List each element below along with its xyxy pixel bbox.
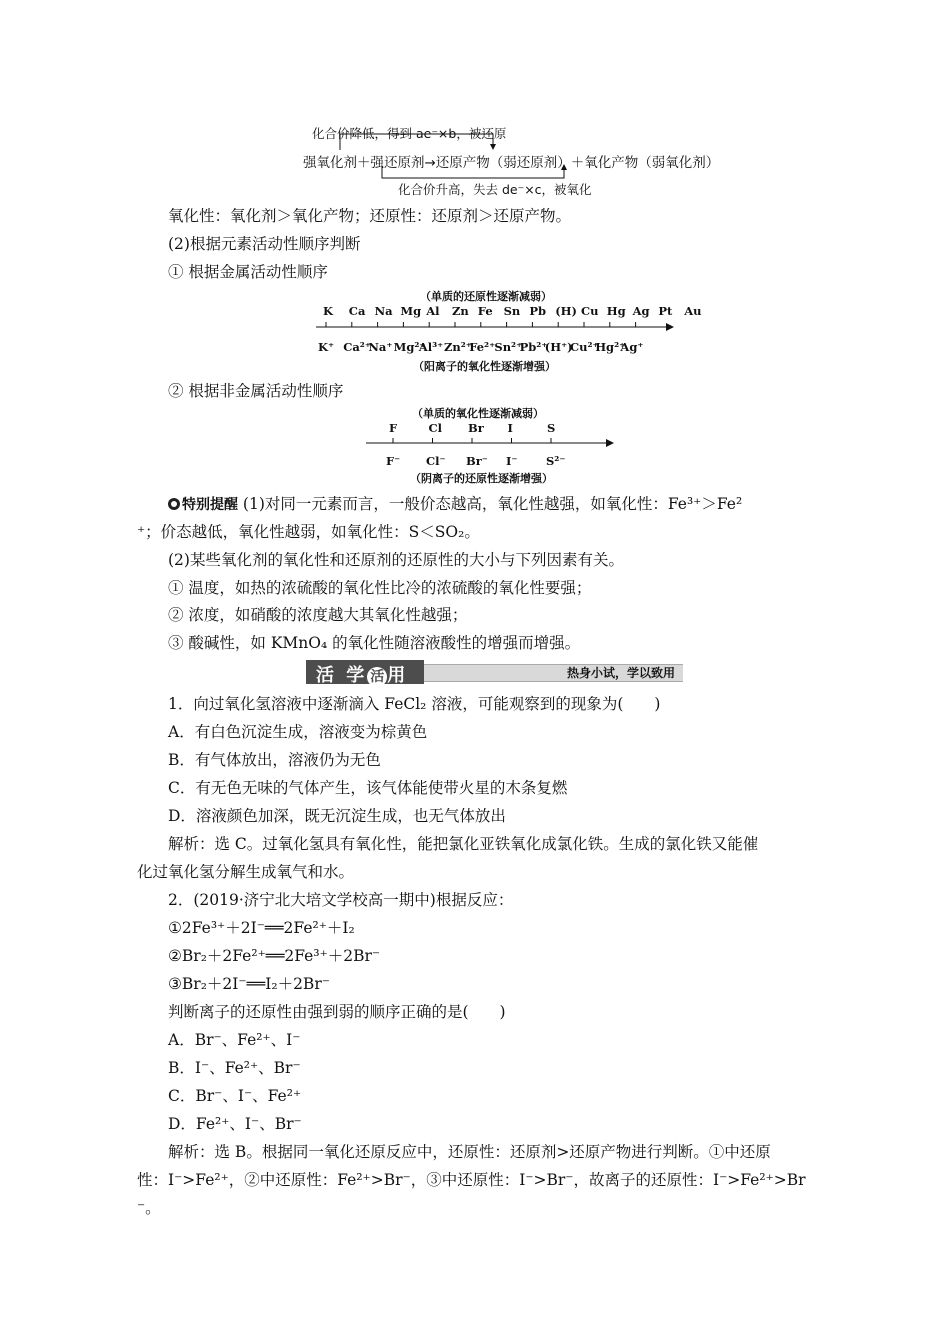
redox-top-note: 化合价降低，得到 ae⁻×b，被还原 (312, 126, 507, 141)
metal-series-top-label: （单质的还原性逐渐减弱） (420, 290, 552, 303)
metal-element-label: Ca (348, 304, 366, 318)
metal-ion-label: Sn²⁺ (494, 340, 523, 354)
nonmetal-ion-label: F⁻ (386, 454, 401, 468)
tip-line: ① 温度，如热的浓硫酸的氧化性比冷的浓硫酸的氧化性要强； (168, 579, 592, 597)
question-ask: 判断离子的还原性由强到弱的顺序正确的是( ) (168, 1003, 506, 1021)
nonmetal-series-bottom-label: （阴离子的还原性逐渐增强） (410, 472, 553, 485)
metal-element-label: Pb (529, 304, 547, 318)
metal-ion-label: Na⁺ (368, 340, 393, 354)
text-line: ① 根据金属活动性顺序 (168, 263, 328, 281)
option-d: D．溶液颜色加深，既无沉淀生成，也无气体放出 (168, 807, 506, 825)
tip-line: (2)某些氧化剂的氧化性和还原剂的还原性的大小与下列因素有关。 (168, 551, 624, 569)
nonmetal-ion-label: S²⁻ (546, 454, 566, 468)
banner-title-circle: 活 (367, 667, 387, 687)
metal-element-label: Fe (477, 304, 493, 318)
answer-explanation: ⁻。 (137, 1199, 161, 1217)
metal-series-bottom-label: （阳离子的氧化性逐渐增强） (413, 360, 556, 373)
tip-icon (168, 498, 180, 510)
tip-line: ② 浓度，如硝酸的浓度越大其氧化性越强； (168, 606, 468, 624)
tip-title: 特别提醒 (182, 497, 238, 513)
metal-ion-label: Zn²⁺ (444, 340, 472, 354)
metal-ion-label: Fe²⁺ (469, 340, 496, 354)
metal-ion-label: Mg²⁺ (393, 340, 426, 354)
option-a: A．有白色沉淀生成，溶液变为棕黄色 (168, 723, 428, 741)
metal-element-label: Au (684, 304, 702, 318)
metal-element-label: Mg (400, 304, 422, 318)
section-banner (306, 660, 683, 684)
metal-ion-label: Hg²⁺ (595, 340, 626, 354)
banner-subtitle: 热身小试，学以致用 (566, 666, 675, 680)
metal-element-label: Cu (581, 304, 599, 318)
nonmetal-element-label: S (547, 421, 556, 435)
answer-explanation: 化过氧化氢分解生成氧气和水。 (137, 863, 355, 881)
nonmetal-ion-label: Cl⁻ (426, 454, 446, 468)
metal-element-label: Na (374, 304, 393, 318)
metal-element-label: (H) (555, 304, 577, 318)
tip-line: ⁺；价态越低，氧化性越弱，如氧化性：S＜SO₂。 (137, 523, 480, 541)
nonmetal-ion-label: Br⁻ (466, 454, 488, 468)
nonmetal-element-label: Br (468, 421, 484, 435)
option-a: A．Br⁻、Fe²⁺、I⁻ (168, 1031, 301, 1049)
text-line: 氧化性：氧化剂＞氧化产物；还原性：还原剂＞还原产物。 (168, 207, 572, 225)
metal-element-label: Zn (452, 304, 469, 318)
redox-equation: 强氧化剂＋强还原剂→还原产物（弱还原剂）＋氧化产物（弱氧化剂） (303, 155, 720, 171)
metal-element-label: Sn (503, 304, 521, 318)
tip-text: (1)对同一元素而言，一般价态越高，氧化性越强，如氧化性：Fe³⁺＞Fe² (238, 495, 743, 513)
metal-element-label: K (323, 304, 333, 318)
metal-ion-label: Al³⁺ (418, 340, 444, 354)
nonmetal-series-axis (366, 434, 616, 454)
redox-bottom-note: 化合价升高，失去 de⁻×c，被氧化 (398, 182, 592, 197)
option-d: D．Fe²⁺、I⁻、Br⁻ (168, 1115, 302, 1133)
question-stem: 1．向过氧化氢溶液中逐渐滴入 FeCl₂ 溶液，可能观察到的现象为( ) (168, 695, 661, 713)
metal-element-label: Hg (606, 304, 626, 318)
metal-element-label: Ag (632, 304, 650, 318)
nonmetal-ion-label: I⁻ (506, 454, 518, 468)
nonmetal-series-top-label: （单质的氧化性逐渐减弱） (412, 407, 544, 420)
metal-ion-label: Ca²⁺ (343, 340, 371, 354)
metal-ion-label: Ag⁺ (620, 340, 644, 354)
nonmetal-element-label: F (389, 421, 398, 435)
question-stem: 2．(2019·济宁北大培文学校高一期中)根据反应： (168, 891, 514, 909)
tip-line (168, 494, 742, 515)
text-line: ② 根据非金属活动性顺序 (168, 382, 344, 400)
banner-title: 活 学 活 用 (316, 665, 409, 686)
tip-line: ③ 酸碱性，如 KMnO₄ 的氧化性随溶液酸性的增强而增强。 (168, 634, 581, 652)
option-b: B．有气体放出，溶液仍为无色 (168, 751, 381, 769)
metal-element-label: Al (426, 304, 440, 318)
reaction-3: ③Br₂＋2I⁻══I₂＋2Br⁻ (168, 975, 330, 993)
option-b: B．I⁻、Fe²⁺、Br⁻ (168, 1059, 301, 1077)
metal-ion-label: (H⁺) (544, 340, 573, 354)
option-c: C．有无色无味的气体产生，该气体能使带火星的木条复燃 (168, 779, 568, 797)
reaction-1: ①2Fe³⁺＋2I⁻══2Fe²⁺＋I₂ (168, 919, 355, 937)
metal-series-axis (316, 318, 676, 338)
nonmetal-element-label: I (507, 421, 513, 435)
metal-ion-label: Cu²⁺ (570, 340, 599, 354)
reaction-2: ②Br₂＋2Fe²⁺══2Fe³⁺＋2Br⁻ (168, 947, 381, 965)
text-line: (2)根据元素活动性顺序判断 (168, 235, 361, 253)
metal-ion-label: Pb²⁺ (519, 340, 548, 354)
option-c: C．Br⁻、I⁻、Fe²⁺ (168, 1087, 302, 1105)
metal-ion-label: K⁺ (318, 340, 335, 354)
metal-element-label: Pt (658, 304, 673, 318)
answer-explanation: 解析：选 C。过氧化氢具有氧化性，能把氯化亚铁氧化成氯化铁。生成的氯化铁又能催 (168, 835, 759, 853)
answer-explanation: 性：I⁻>Fe²⁺，②中还原性：Fe²⁺>Br⁻，③中还原性：I⁻>Br⁻，故离子的还原性：I⁻>Fe²⁺>Br (137, 1171, 806, 1189)
nonmetal-element-label: Cl (428, 421, 443, 435)
answer-explanation: 解析：选 B。根据同一氧化还原反应中，还原性：还原剂>还原产物进行判断。①中还原 (168, 1143, 771, 1161)
